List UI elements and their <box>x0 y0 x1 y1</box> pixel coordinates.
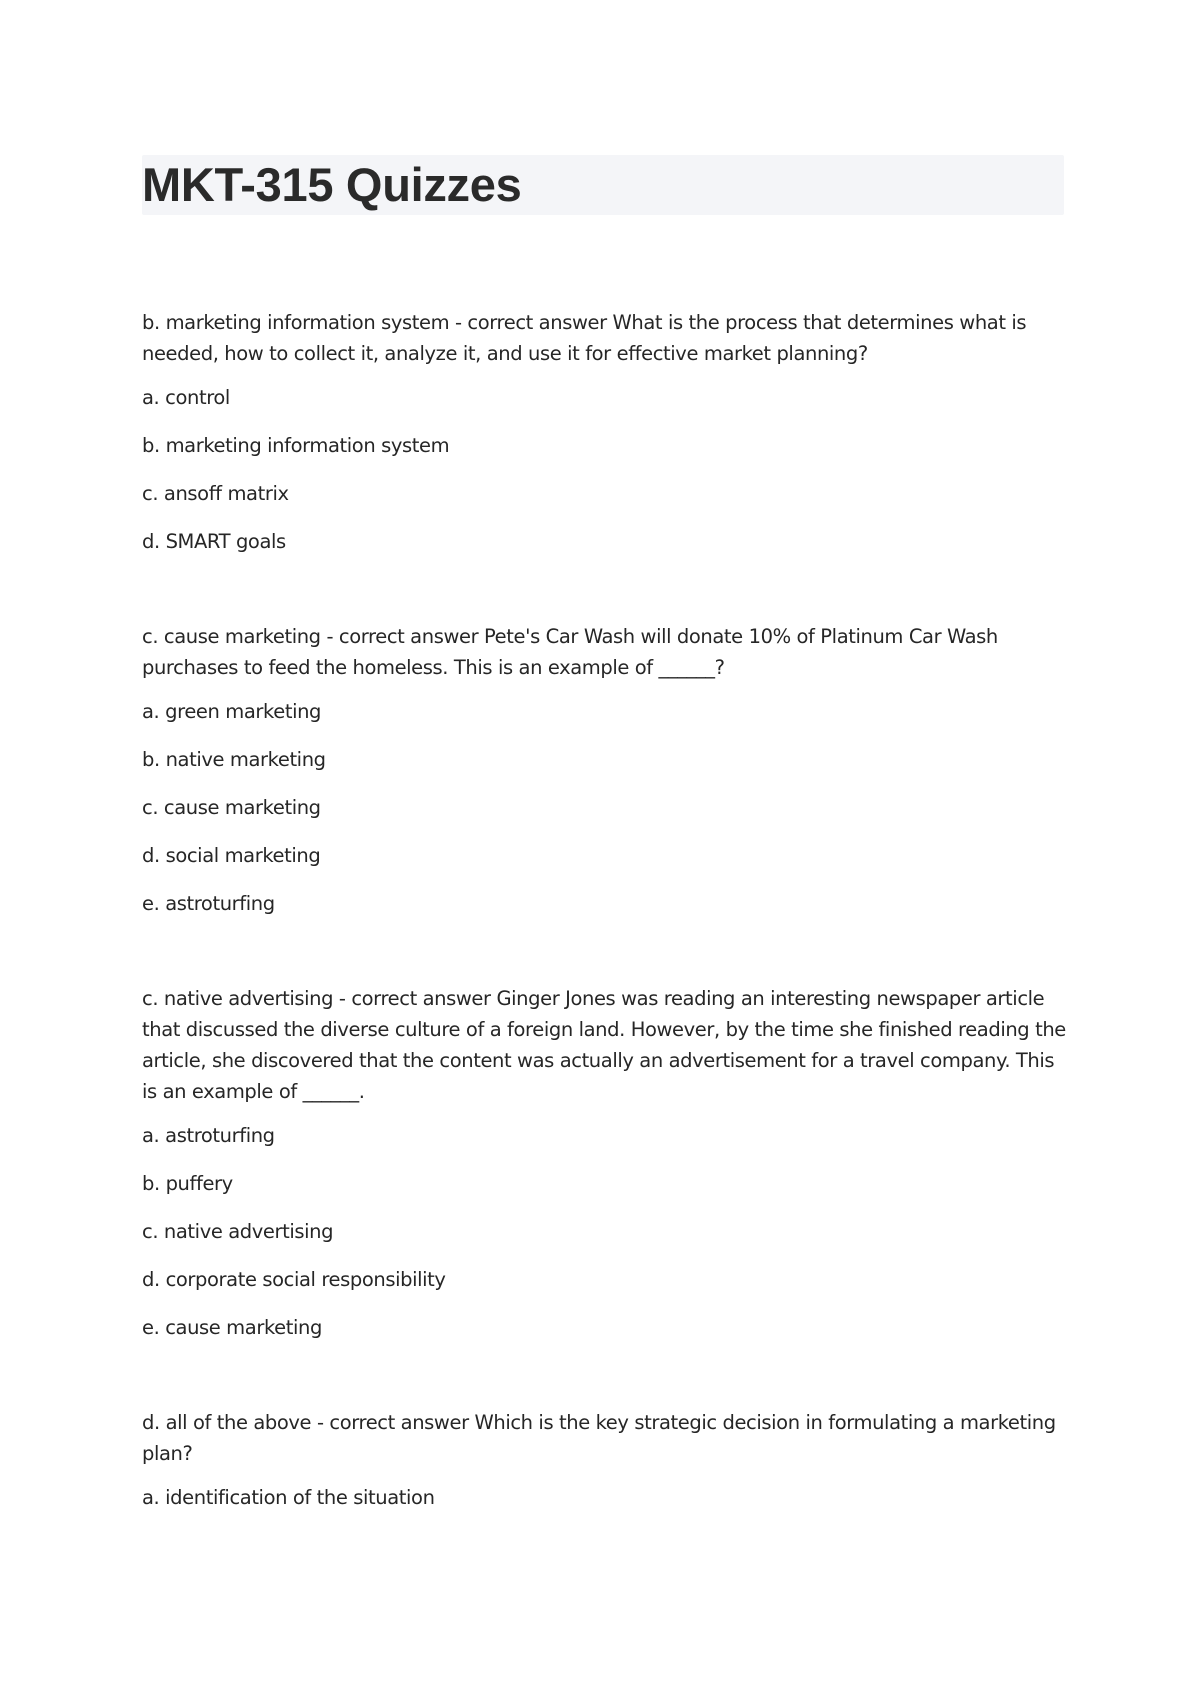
question-prompt: What is the process that determines what is needed, how to collect it, analyze it, and use it for effective market planning? <box>142 311 1027 365</box>
question-block <box>142 1407 1066 1513</box>
question-text <box>142 983 1066 1107</box>
question-block <box>142 307 1066 557</box>
option-item: e. astroturfing <box>142 892 275 915</box>
option-item: a. control <box>142 386 230 409</box>
option-item: e. cause marketing <box>142 1316 322 1339</box>
answer-lead: correct answer <box>461 311 613 334</box>
option-item: c. cause marketing <box>142 796 321 819</box>
quiz-content <box>142 307 1066 1513</box>
question-block <box>142 621 1066 919</box>
question-block <box>142 983 1066 1343</box>
option-item: d. SMART goals <box>142 530 286 553</box>
option-item: b. native marketing <box>142 748 326 771</box>
option-item: c. ansoff matrix <box>142 482 289 505</box>
correct-answer: b. marketing information system - <box>142 311 462 334</box>
correct-answer: c. native advertising - <box>142 987 346 1010</box>
option-item: a. astroturfing <box>142 1124 275 1147</box>
answer-lead: correct answer <box>345 987 497 1010</box>
question-text <box>142 621 1066 683</box>
correct-answer: c. cause marketing - <box>142 625 334 648</box>
option-list <box>142 1121 1066 1343</box>
answer-lead: correct answer <box>323 1411 475 1434</box>
question-prompt: Which is the key strategic decision in formulating a marketing plan? <box>142 1411 1056 1465</box>
option-item: a. green marketing <box>142 700 322 723</box>
option-list <box>142 383 1066 557</box>
question-text <box>142 1407 1066 1469</box>
option-item: d. social marketing <box>142 844 321 867</box>
option-item: d. corporate social responsibility <box>142 1268 446 1291</box>
question-prompt: Pete's Car Wash will donate 10% of Platinum Car Wash purchases to feed the homeless. This is an example of ______? <box>142 625 998 679</box>
option-item: a. identification of the situation <box>142 1486 435 1509</box>
option-list <box>142 1483 1066 1513</box>
question-prompt: Ginger Jones was reading an interesting newspaper article that discussed the diverse culture of a foreign land. However, by the time she finished reading the article, she discovered that the content was actually an advertisement for a travel company. This is an example of ______. <box>142 987 1066 1103</box>
option-item: c. native advertising <box>142 1220 334 1243</box>
question-text <box>142 307 1066 369</box>
correct-answer: d. all of the above - <box>142 1411 324 1434</box>
option-list <box>142 697 1066 919</box>
option-item: b. marketing information system <box>142 434 450 457</box>
option-item: b. puffery <box>142 1172 233 1195</box>
answer-lead: correct answer <box>333 625 485 648</box>
document-title: MKT-315 Quizzes <box>142 158 522 211</box>
